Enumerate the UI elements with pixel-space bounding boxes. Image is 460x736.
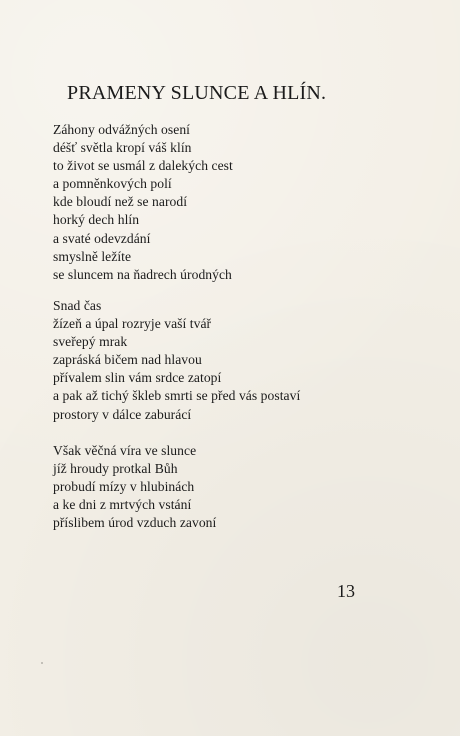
poem-line: probudí mízy v hlubinách: [53, 479, 195, 495]
poem-line: Snad čas: [53, 298, 102, 313]
stanza-3: [53, 442, 393, 532]
poem-line: déšť světla kropí váš klín: [53, 140, 192, 156]
stanza-1: [53, 121, 393, 284]
poem-line: a pomněnkových polí: [53, 176, 172, 192]
poem-line: smyslně ležíte: [53, 248, 132, 264]
poem-line: zapráská bičem nad hlavou: [53, 352, 202, 368]
stanza-2: [53, 297, 393, 424]
poem-line: prostory v dálce zaburácí: [53, 406, 192, 422]
poem-line: Záhony odvážných osení: [53, 122, 190, 137]
poem-line: Však věčná víra ve slunce: [53, 443, 197, 458]
poem-line: a ke dni z mrtvých vstání: [53, 497, 192, 513]
poem-title: PRAMENY SLUNCE A HLÍN.: [67, 82, 327, 104]
poem-line: přívalem slin vám srdce zatopí: [53, 370, 222, 386]
page-number: 13: [337, 581, 355, 601]
poem-line: horký dech hlín: [53, 212, 140, 228]
paper-speck: [41, 662, 43, 664]
poem-line: sveřepý mrak: [53, 334, 128, 350]
poem-line: kde bloudí než se narodí: [53, 194, 188, 210]
poem-line: žízeň a úpal rozryje vaší tvář: [53, 316, 212, 332]
poem-line: a pak až tichý šklеb smrti se před vás postaví: [53, 388, 301, 404]
poem-line: a svaté odevzdání: [53, 230, 151, 246]
poem-line: jíž hroudy protkal Bůh: [53, 461, 178, 477]
poem-line: se sluncem na ňadrech úrodných: [53, 266, 232, 282]
poem-line: to život se usmál z dalekých cest: [53, 158, 233, 174]
poem-line: příslibem úrod vzduch zavoní: [53, 515, 217, 531]
